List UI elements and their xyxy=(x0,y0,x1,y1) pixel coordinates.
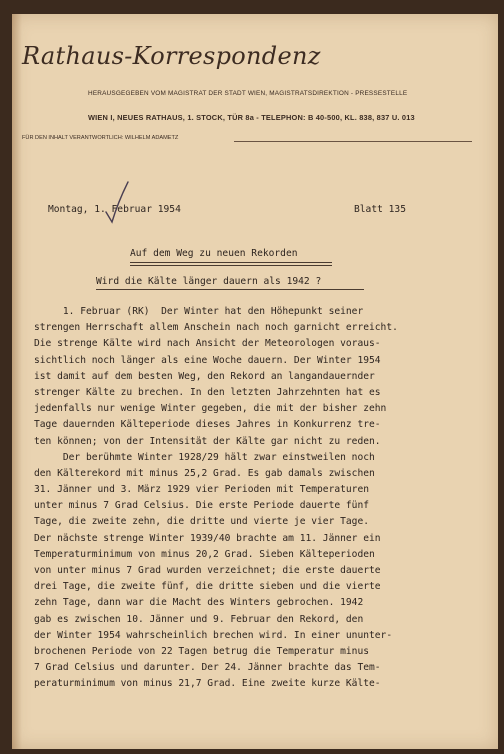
body-line: drei Tage, die zweite fünf, die dritte sieben und die vierte xyxy=(34,581,381,593)
body-line: sichtlich noch länger als eine Woche dauern. Der Winter 1954 xyxy=(34,354,381,366)
body-line: gab es zwischen 10. Jänner und 9. Februar den Rekord, den xyxy=(34,613,364,625)
address-line: WIEN I, NEUES RATHAUS, 1. STOCK, TÜR 8a - TELEPHON: B 40-500, KL. 838, 837 U. 013 xyxy=(88,113,415,122)
body-line: unter minus 7 Grad Celsius. Die erste Periode dauerte fünf xyxy=(34,500,370,512)
body-line: Tage, die zweite zehn, die dritte und vierte je vier Tage. xyxy=(34,516,370,528)
handwritten-check-mark xyxy=(102,178,132,228)
body-line: 7 Grad Celsius und darunter. Der 24. Jänner brachte das Tem- xyxy=(34,662,381,674)
body-line: strengen Herrschaft allem Anschein nach noch garnicht erreicht. xyxy=(34,322,398,334)
responsible-line: FÜR DEN INHALT VERANTWORTLICH: WILHELM ADAMETZ xyxy=(22,135,179,141)
body-line: ten können; von der Intensität der Kälte gar nicht zu reden. xyxy=(34,435,381,447)
publisher-line: HERAUSGEGEBEN VOM MAGISTRAT DER STADT WIEN, MAGISTRATSDIREKTION - PRESSESTELLE xyxy=(88,90,408,97)
body-line: strenger Kälte zu brechen. In den letzten Jahrzehnten hat es xyxy=(34,386,381,398)
masthead-rule xyxy=(234,141,472,142)
body-line: ist damit auf dem besten Weg, den Rekord an langandauernder xyxy=(34,370,375,382)
body-line: Die strenge Kälte wird nach Ansicht der Meteorologen voraus- xyxy=(34,338,381,350)
document-date: Montag, 1. Februar 1954 xyxy=(48,204,181,215)
body-line: den Kälterekord mit minus 25,2 Grad. Es gab damals zwischen xyxy=(34,467,375,479)
article-body xyxy=(34,304,474,693)
body-line: 1. Februar (RK) Der Winter hat den Höhepunkt seiner xyxy=(34,306,364,317)
document-page xyxy=(12,14,498,749)
sheet-number: Blatt 135 xyxy=(354,204,406,215)
body-line: der Winter 1954 wahrscheinlich brechen wird. In einer ununter- xyxy=(34,629,393,641)
headline-double-underline xyxy=(130,262,332,266)
body-line: Tage dauernden Kälteperiode dieses Jahres in Konkurrenz tre- xyxy=(34,419,381,431)
article-subheadline: Wird die Kälte länger dauern als 1942 ? xyxy=(96,276,322,287)
masthead-title: Rathaus-Korrespondenz xyxy=(22,42,321,70)
body-line: Der nächste strenge Winter 1939/40 brachte am 11. Jänner ein xyxy=(34,532,381,544)
body-line: Temperaturminimum von minus 20,2 Grad. Sieben Kälteperioden xyxy=(34,548,375,560)
body-line: 31. Jänner und 3. März 1929 vier Perioden mit Temperaturen xyxy=(34,484,370,496)
body-line: brochenen Periode von 22 Tagen betrug die Temperatur minus xyxy=(34,645,370,657)
body-line: zehn Tage, dann war die Macht des Winters gebrochen. 1942 xyxy=(34,597,364,609)
body-line: von unter minus 7 Grad wurden verzeichnet; die erste dauerte xyxy=(34,565,381,576)
article-headline: Auf dem Weg zu neuen Rekorden xyxy=(130,248,298,259)
body-line: Der berühmte Winter 1928/29 hält zwar einstweilen noch xyxy=(34,451,375,463)
body-line: peraturminimum von minus 21,7 Grad. Eine zweite kurze Kälte- xyxy=(34,678,381,690)
subheadline-underline xyxy=(96,289,364,290)
body-line: jedenfalls nur wenige Winter gegeben, die mit der bisher zehn xyxy=(34,403,387,415)
